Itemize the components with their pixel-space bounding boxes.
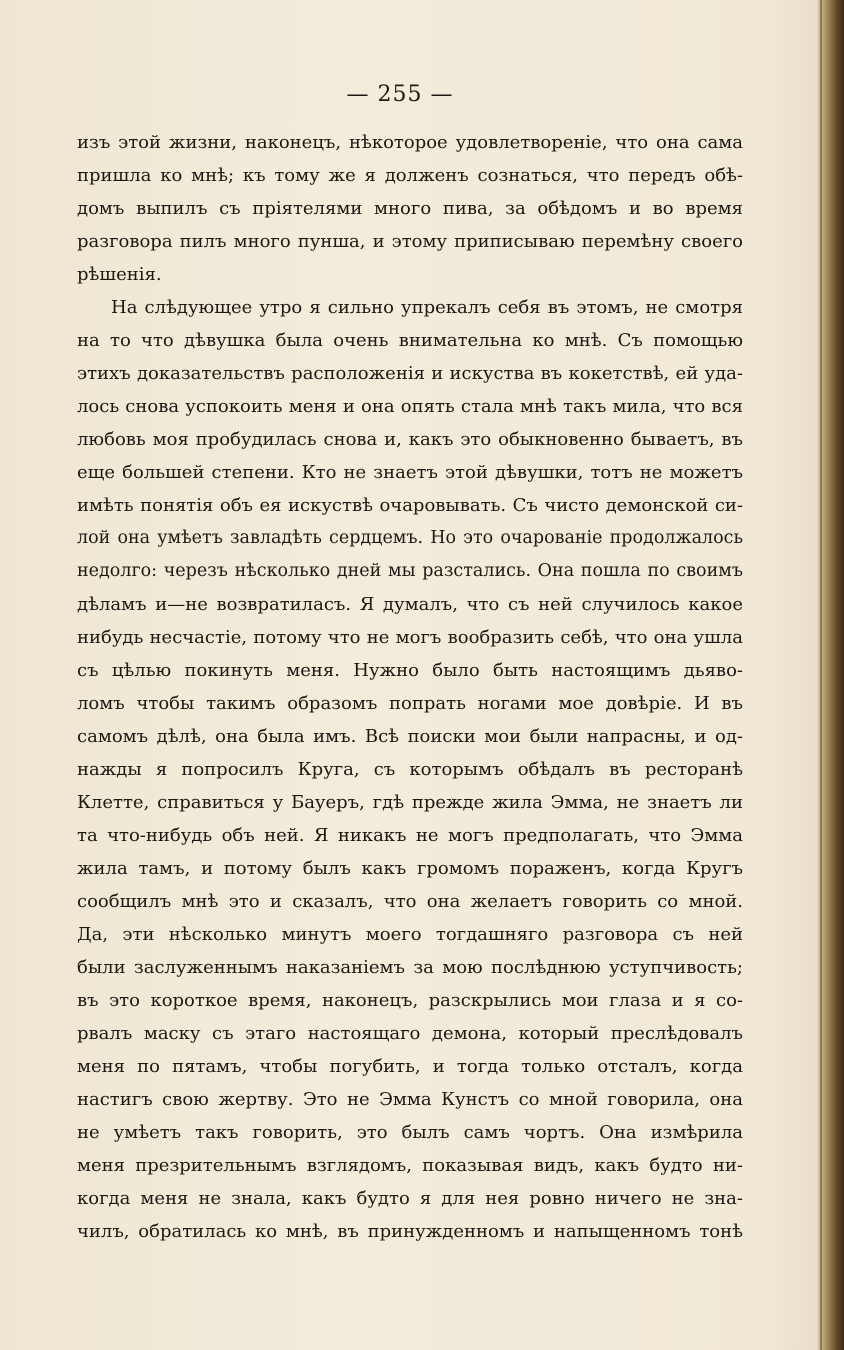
spine-edge: [820, 0, 822, 1350]
text-line: недолго: черезъ нѣсколько дней мы разстались. Она пошла по своимъ: [77, 561, 743, 581]
text-line: лой она умѣетъ завладѣть сердцемъ. Но это очарованіе продолжалось: [77, 528, 743, 548]
text-line: меня презрительнымъ взглядомъ, показывая видъ, какъ будто ни-: [77, 1155, 743, 1176]
text-line: на то что дѣвушка была очень внимательна ко мнѣ. Съ помощью: [77, 330, 743, 351]
text-line: На слѣдующее утро я сильно упрекалъ себя въ этомъ, не смотря: [111, 297, 743, 318]
text-line: имѣть понятія объ ея искуствѣ очаровывать. Съ чисто демонской си-: [77, 495, 743, 516]
text-line: настигъ свою жертву. Это не Эмма Кунстъ со мной говорила, она: [77, 1089, 743, 1110]
text-line: дѣламъ и—не возвратиласъ. Я думалъ, что съ ней случилось какое: [77, 594, 743, 615]
text-line: изъ этой жизни, наконецъ, нѣкоторое удовлетвореніе, что она сама: [77, 132, 743, 153]
text-line: Да, эти нѣсколько минутъ моего тогдашняго разговора съ ней: [77, 924, 743, 945]
text-line: рѣшенія.: [77, 264, 162, 285]
text-line: этихъ доказательствъ расположенія и искуства въ кокетствѣ, ей уда-: [77, 363, 743, 384]
text-line: меня по пятамъ, чтобы погубить, и тогда только отсталъ, когда: [77, 1056, 743, 1077]
text-line: жила тамъ, и потому былъ какъ громомъ пораженъ, когда Кругъ: [77, 858, 743, 879]
text-line: еще большей степени. Кто не знаетъ этой дѣвушки, тотъ не можетъ: [77, 462, 743, 483]
body-text: [77, 126, 743, 1248]
text-line: пришла ко мнѣ; къ тому же я долженъ сознаться, что передъ обѣ-: [77, 165, 743, 186]
text-line: нибудь несчастіе, потому что не могъ вообразить себѣ, что она ушла: [77, 627, 743, 648]
text-line: лось снова успокоить меня и она опять стала мнѣ такъ мила, что вся: [77, 396, 743, 417]
text-line: съ цѣлью покинуть меня. Нужно было быть настоящимъ дьяво-: [77, 660, 743, 681]
text-line: не умѣетъ такъ говорить, это былъ самъ чортъ. Она измѣрила: [77, 1122, 743, 1143]
text-line: ломъ чтобы такимъ образомъ попрать ногами мое довѣріе. И въ: [77, 693, 743, 714]
text-line: въ это короткое время, наконецъ, разскрылись мои глаза и я со-: [77, 990, 743, 1011]
text-line: любовь моя пробудилась снова и, какъ это обыкновенно бываетъ, въ: [77, 429, 743, 450]
text-line: сообщилъ мнѣ это и сказалъ, что она желаетъ говорить со мной.: [77, 891, 743, 912]
text-line: разговора пилъ много пунша, и этому приписываю перемѣну своего: [77, 231, 743, 252]
text-line: чилъ, обратилась ко мнѣ, въ принужденномъ и напыщенномъ тонѣ: [77, 1221, 743, 1242]
text-line: когда меня не знала, какъ будто я для нея ровно ничего не зна-: [77, 1188, 743, 1209]
text-line: рвалъ маску съ этаго настоящаго демона, который преслѣдовалъ: [77, 1023, 743, 1044]
text-line: были заслуженнымъ наказаніемъ за мою послѣднюю уступчивость;: [77, 957, 743, 978]
page-number: — 255 —: [346, 82, 454, 107]
text-line: та что-нибудь объ ней. Я никакъ не могъ предполагать, что Эмма: [77, 825, 743, 846]
text-line: самомъ дѣлѣ, она была имъ. Всѣ поиски мои были напрасны, и од-: [77, 726, 743, 747]
text-line: нажды я попросилъ Круга, съ которымъ обѣдалъ въ ресторанѣ: [77, 759, 743, 780]
text-line: Клетте, справиться у Бауеръ, гдѣ прежде жила Эмма, не знаетъ ли: [77, 792, 743, 813]
text-line: домъ выпилъ съ пріятелями много пива, за обѣдомъ и во время: [77, 198, 743, 219]
